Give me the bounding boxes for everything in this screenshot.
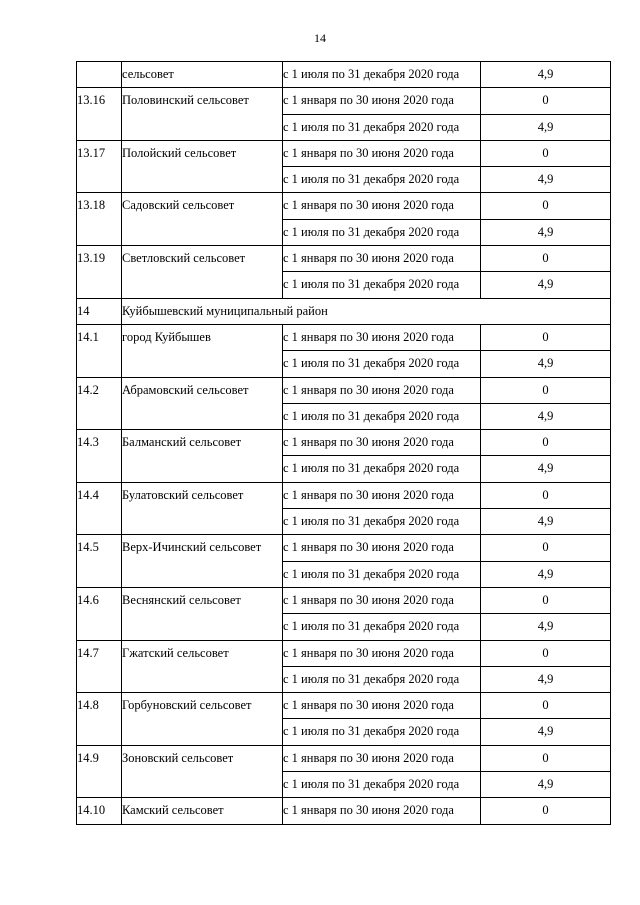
table-row bbox=[77, 745, 611, 771]
rate-cell: 4,9 bbox=[481, 351, 611, 377]
rate-cell: 4,9 bbox=[481, 509, 611, 535]
period-cell: с 1 июля по 31 декабря 2020 года bbox=[283, 561, 481, 587]
rate-cell: 4,9 bbox=[481, 561, 611, 587]
entry-number-cell: 14.6 bbox=[77, 587, 122, 640]
table-row bbox=[77, 140, 611, 166]
rate-cell: 0 bbox=[481, 535, 611, 561]
period-cell: с 1 июля по 31 декабря 2020 года bbox=[283, 666, 481, 692]
period-cell: с 1 января по 30 июня 2020 года bbox=[283, 482, 481, 508]
period-cell: с 1 января по 30 июня 2020 года bbox=[283, 88, 481, 114]
rate-cell: 0 bbox=[481, 324, 611, 350]
entry-name-cell: Гжатский сельсовет bbox=[122, 640, 283, 693]
entry-number-cell: 14.8 bbox=[77, 693, 122, 746]
entry-name-cell: сельсовет bbox=[122, 62, 283, 88]
page-number: 14 bbox=[314, 31, 326, 45]
entry-name-cell: Веснянский сельсовет bbox=[122, 587, 283, 640]
rates-table bbox=[76, 61, 611, 825]
table-row bbox=[77, 246, 611, 272]
table-row bbox=[77, 535, 611, 561]
entry-number-cell: 14.2 bbox=[77, 377, 122, 430]
period-cell: с 1 января по 30 июня 2020 года bbox=[283, 535, 481, 561]
rate-cell: 0 bbox=[481, 88, 611, 114]
rate-cell: 0 bbox=[481, 640, 611, 666]
rate-cell: 0 bbox=[481, 693, 611, 719]
entry-name-cell: Горбуновский сельсовет bbox=[122, 693, 283, 746]
period-cell: с 1 января по 30 июня 2020 года bbox=[283, 430, 481, 456]
entry-name-cell: Светловский сельсовет bbox=[122, 246, 283, 299]
period-cell: с 1 июля по 31 декабря 2020 года bbox=[283, 403, 481, 429]
rate-cell: 4,9 bbox=[481, 167, 611, 193]
table-row bbox=[77, 430, 611, 456]
rates-table-body bbox=[77, 62, 611, 825]
rate-cell: 0 bbox=[481, 745, 611, 771]
period-cell: с 1 января по 30 июня 2020 года bbox=[283, 640, 481, 666]
rate-cell: 4,9 bbox=[481, 219, 611, 245]
period-cell: с 1 января по 30 июня 2020 года bbox=[283, 693, 481, 719]
district-number-cell: 14 bbox=[77, 298, 122, 324]
entry-number-cell: 14.10 bbox=[77, 798, 122, 824]
entry-number-cell: 14.5 bbox=[77, 535, 122, 588]
period-cell: с 1 июля по 31 декабря 2020 года bbox=[283, 772, 481, 798]
entry-number-cell: 13.19 bbox=[77, 246, 122, 299]
entry-name-cell: Булатовский сельсовет bbox=[122, 482, 283, 535]
period-cell: с 1 июля по 31 декабря 2020 года bbox=[283, 219, 481, 245]
table-row bbox=[77, 693, 611, 719]
entry-number-cell: 13.17 bbox=[77, 140, 122, 193]
entry-number-cell: 14.7 bbox=[77, 640, 122, 693]
period-cell: с 1 июля по 31 декабря 2020 года bbox=[283, 62, 481, 88]
entry-name-cell: Полойский сельсовет bbox=[122, 140, 283, 193]
entry-number-cell: 14.4 bbox=[77, 482, 122, 535]
rate-cell: 0 bbox=[481, 377, 611, 403]
table-row bbox=[77, 324, 611, 350]
period-cell: с 1 июля по 31 декабря 2020 года bbox=[283, 114, 481, 140]
table-row bbox=[77, 62, 611, 88]
district-row bbox=[77, 298, 611, 324]
table-row bbox=[77, 88, 611, 114]
entry-name-cell: Зоновский сельсовет bbox=[122, 745, 283, 798]
period-cell: с 1 января по 30 июня 2020 года bbox=[283, 140, 481, 166]
period-cell: с 1 июля по 31 декабря 2020 года bbox=[283, 167, 481, 193]
rate-cell: 0 bbox=[481, 587, 611, 613]
entry-name-cell: город Куйбышев bbox=[122, 324, 283, 377]
rate-cell: 0 bbox=[481, 430, 611, 456]
rate-cell: 4,9 bbox=[481, 614, 611, 640]
rate-cell: 4,9 bbox=[481, 403, 611, 429]
entry-name-cell: Садовский сельсовет bbox=[122, 193, 283, 246]
period-cell: с 1 января по 30 июня 2020 года bbox=[283, 745, 481, 771]
table-row bbox=[77, 587, 611, 613]
period-cell: с 1 января по 30 июня 2020 года bbox=[283, 798, 481, 824]
table-row bbox=[77, 377, 611, 403]
table-row bbox=[77, 193, 611, 219]
entry-number-cell: 13.16 bbox=[77, 88, 122, 141]
rate-cell: 4,9 bbox=[481, 272, 611, 298]
rate-cell: 4,9 bbox=[481, 719, 611, 745]
period-cell: с 1 января по 30 июня 2020 года bbox=[283, 246, 481, 272]
rate-cell: 0 bbox=[481, 193, 611, 219]
entry-number-cell: 14.3 bbox=[77, 430, 122, 483]
rate-cell: 0 bbox=[481, 482, 611, 508]
table-row bbox=[77, 482, 611, 508]
period-cell: с 1 июля по 31 декабря 2020 года bbox=[283, 456, 481, 482]
rate-cell: 4,9 bbox=[481, 114, 611, 140]
entry-name-cell: Абрамовский сельсовет bbox=[122, 377, 283, 430]
period-cell: с 1 января по 30 июня 2020 года bbox=[283, 324, 481, 350]
entry-number-cell: 14.1 bbox=[77, 324, 122, 377]
rate-cell: 0 bbox=[481, 798, 611, 824]
entry-number-cell: 14.9 bbox=[77, 745, 122, 798]
entry-name-cell: Балманский сельсовет bbox=[122, 430, 283, 483]
period-cell: с 1 июля по 31 декабря 2020 года bbox=[283, 614, 481, 640]
rate-cell: 4,9 bbox=[481, 772, 611, 798]
period-cell: с 1 июля по 31 декабря 2020 года bbox=[283, 351, 481, 377]
entry-number-cell bbox=[77, 62, 122, 88]
rate-cell: 4,9 bbox=[481, 62, 611, 88]
rate-cell: 4,9 bbox=[481, 456, 611, 482]
entry-name-cell: Камский сельсовет bbox=[122, 798, 283, 824]
table-row bbox=[77, 798, 611, 824]
entry-name-cell: Верх-Ичинский сельсовет bbox=[122, 535, 283, 588]
table-row bbox=[77, 640, 611, 666]
rate-cell: 4,9 bbox=[481, 666, 611, 692]
entry-number-cell: 13.18 bbox=[77, 193, 122, 246]
period-cell: с 1 января по 30 июня 2020 года bbox=[283, 193, 481, 219]
period-cell: с 1 июля по 31 декабря 2020 года bbox=[283, 509, 481, 535]
rate-cell: 0 bbox=[481, 140, 611, 166]
period-cell: с 1 июля по 31 декабря 2020 года bbox=[283, 719, 481, 745]
district-name-cell: Куйбышевский муниципальный район bbox=[122, 298, 611, 324]
period-cell: с 1 января по 30 июня 2020 года bbox=[283, 377, 481, 403]
rate-cell: 0 bbox=[481, 246, 611, 272]
period-cell: с 1 июля по 31 декабря 2020 года bbox=[283, 272, 481, 298]
period-cell: с 1 января по 30 июня 2020 года bbox=[283, 587, 481, 613]
entry-name-cell: Половинский сельсовет bbox=[122, 88, 283, 141]
